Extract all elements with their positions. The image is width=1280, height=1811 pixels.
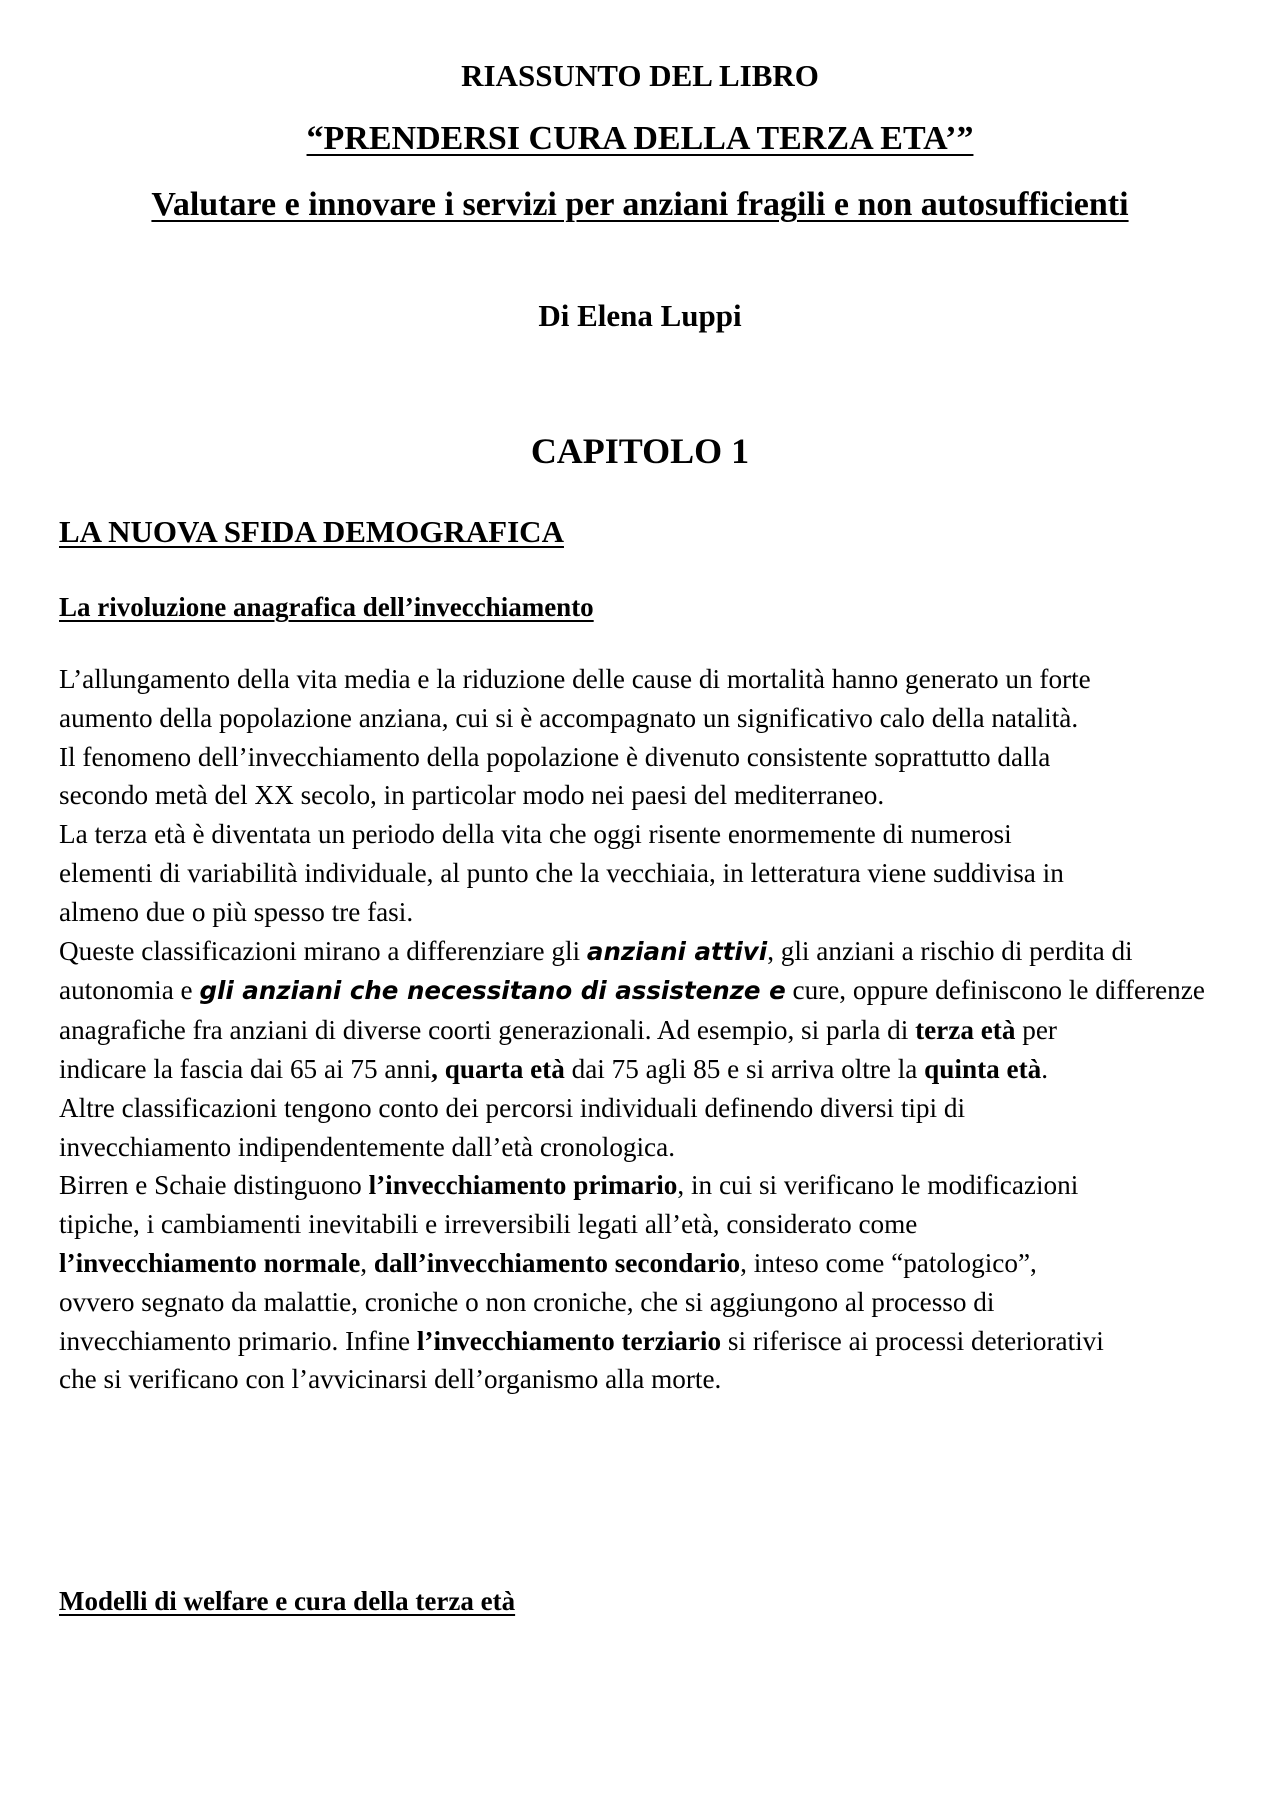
paragraph-line (59, 971, 1239, 1011)
text-run: si riferisce ai processi deteriorativi (721, 1325, 1104, 1356)
paragraph-line: invecchiamento indipendentemente dall’età cronologica. (59, 1131, 675, 1162)
emphasis-text: gli anziani che necessitano di assistenze e (199, 976, 786, 1006)
paragraph-line: aumento della popolazione anziana, cui si è accompagnato un significativo calo della natalità. (59, 702, 1079, 733)
paragraph-line: La terza età è diventata un periodo della vita che oggi risente enormemente di numerosi (59, 819, 1012, 850)
section-heading-1: La rivoluzione anagrafica dell’invecchiamento (59, 592, 594, 622)
title-line-2: “PRENDERSI CURA DELLA TERZA ETA’” (306, 120, 974, 157)
paragraph-line: L’allungamento della vita media e la riduzione delle cause di mortalità hanno generato un forte (59, 664, 1091, 694)
text-run: invecchiamento primario. Infine (59, 1325, 417, 1356)
paragraph-line: tipiche, i cambiamenti inevitabili e irreversibili legati all’età, considerato come (59, 1209, 918, 1240)
text-run: , in cui si verificano le modificazioni (677, 1170, 1079, 1201)
paragraph-line: ovvero segnato da malattie, croniche o non croniche, che si aggiungono al processo di (59, 1286, 995, 1317)
bold-term: , quarta età (431, 1053, 565, 1084)
chapter-label: CAPITOLO 1 (530, 431, 750, 471)
paragraph-line (59, 932, 1239, 972)
section-body (59, 660, 1239, 1399)
paragraph-line (59, 1166, 1239, 1205)
text-run: Queste classificazioni mirano a differenziare gli (59, 935, 587, 966)
paragraph-line (59, 1011, 1239, 1050)
text-run: indicare la fascia dai 65 ai 75 anni (59, 1053, 432, 1084)
subtitle: Valutare e innovare i servizi per anziani fragili e non autosufficienti (151, 186, 1129, 223)
chapter-heading: LA NUOVA SFIDA DEMOGRAFICA (59, 514, 564, 549)
paragraph-line: elementi di variabilità individuale, al punto che la vecchiaia, in letteratura viene suddivisa in (59, 857, 1064, 888)
bold-term: terza età (915, 1015, 1016, 1046)
section-heading-2: Modelli di welfare e cura della terza età (59, 1586, 516, 1616)
paragraph-line: Il fenomeno dell’invecchiamento della popolazione è divenuto consistente soprattutto dalla (59, 741, 1051, 772)
paragraph-line (59, 1050, 1239, 1089)
text-run: anagrafiche fra anziani di diverse coorti generazionali. Ad esempio, si parla di (59, 1015, 916, 1046)
emphasis-text: anziani attivi (586, 936, 768, 966)
author: Di Elena Luppi (538, 298, 742, 333)
bold-term: dall’invecchiamento secondario (373, 1247, 741, 1278)
text-run: Birren e Schaie distinguono (59, 1170, 369, 1201)
bold-term: l’invecchiamento normale (59, 1247, 361, 1278)
text-run: dai 75 agli 85 e si arriva oltre la (564, 1053, 925, 1084)
paragraph-line: almeno due o più spesso tre fasi. (59, 896, 414, 927)
paragraph-line: che si verificano con l’avvicinarsi dell’organismo alla morte. (59, 1364, 722, 1395)
text-run: per (1015, 1015, 1057, 1046)
paragraph-line: secondo metà del XX secolo, in particolar modo nei paesi del mediterraneo. (59, 780, 885, 811)
text-run: , gli anziani a rischio di perdita di (767, 935, 1133, 966)
text-run: , inteso come “patologico”, (740, 1247, 1037, 1278)
paragraph-line (59, 1244, 1239, 1283)
text-run: cure, oppure definiscono le differenze (785, 975, 1205, 1006)
paragraph-line: Altre classificazioni tengono conto dei percorsi individuali definendo diversi tipi di (59, 1092, 966, 1123)
bold-term: quinta età (924, 1053, 1042, 1084)
text-run: autonomia e (59, 975, 200, 1006)
bold-term: l’invecchiamento terziario (416, 1325, 722, 1356)
text-run: . (1041, 1053, 1049, 1084)
paragraph-line (59, 1322, 1239, 1361)
text-run: , (360, 1247, 374, 1278)
bold-term: l’invecchiamento primario (368, 1170, 678, 1201)
title-line-1: RIASSUNTO DEL LIBRO (461, 58, 819, 93)
